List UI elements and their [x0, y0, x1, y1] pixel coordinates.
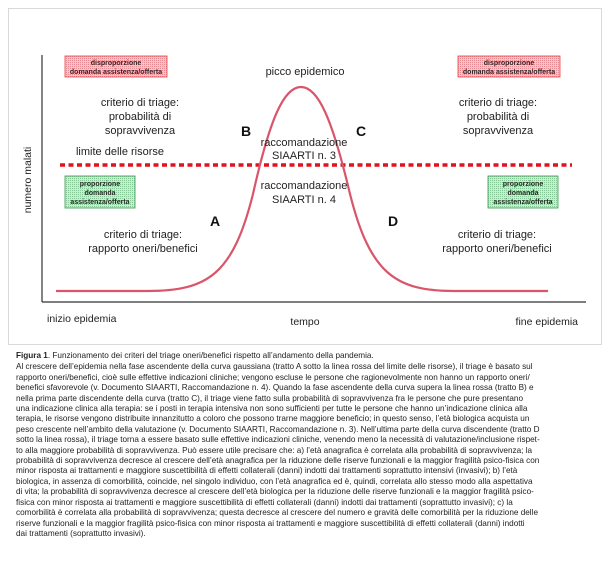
svg-text:domanda: domanda	[84, 190, 116, 197]
svg-text:domanda: domanda	[507, 190, 539, 197]
epidemic-triage-diagram	[8, 8, 602, 345]
x-axis-start-label: inizio epidemia	[47, 313, 117, 325]
caption-line: fisica con minor risposta ai trattamenti e maggiore suscettibilità di effetti collaterali (danni) indotti dai trattamenti (soprattutto invasivi); c) la	[16, 497, 513, 507]
svg-text:raccomandazione: raccomandazione	[260, 137, 348, 149]
box-proportion-right	[488, 176, 558, 208]
svg-text:sopravvivenza: sopravvivenza	[104, 125, 176, 137]
caption-line: comorbilità è correlata alla probabilità di sopravvivenza; questa decresce al crescere del numero e gravità delle comorbilità per la riduzione delle	[16, 508, 538, 518]
svg-text:rapporto oneri/benefici: rapporto oneri/benefici	[442, 243, 552, 255]
y-axis-label: numero malati	[22, 146, 34, 214]
segment-letter-d: D	[387, 213, 399, 229]
caption-line: biologica, in assenza di comorbilità, coincide, nel singolo individuo, con l’età anagrafica ed è, quindi, correlata allo stesso modo alla aspettativa	[16, 476, 533, 486]
svg-text:domanda assistenza/offerta: domanda assistenza/offerta	[462, 69, 556, 76]
svg-text:raccomandazione: raccomandazione	[260, 180, 348, 192]
svg-text:domanda assistenza/offerta: domanda assistenza/offerta	[69, 69, 163, 76]
caption-line: terapia, le risorse vengono distribuite innanzitutto a coloro che possono trarne maggiore beneficio; in questo senso, l’età biologica acquista un	[16, 414, 530, 424]
svg-text:SIAARTI n. 4: SIAARTI n. 4	[272, 194, 336, 206]
svg-text:proporzione: proporzione	[79, 181, 121, 188]
svg-text:criterio di triage:: criterio di triage:	[103, 229, 183, 241]
caption-line: to alla maggiore probabilità di sopravvivenza. Può essere utile precisare che: a) l’età anagrafica è correlata alla probabilità di sopravvivenza; la	[16, 445, 533, 455]
caption-line: nella prima parte discendente della curva (tratto C), il triage viene fatto sulla probabilità di sopravvivenza fra le persone che pure presentano	[16, 393, 523, 403]
svg-text:SIAARTI n. 3: SIAARTI n. 3	[272, 150, 336, 162]
caption-figure-number: Figura 1	[16, 351, 48, 360]
caption-line: minor risposta ai trattamenti e maggiore suscettibilità di effetti collaterali (danni) indotti dai trattamenti soprattutto intensivi (invasivi); b) l’età	[16, 466, 518, 476]
svg-text:disproporzione: disproporzione	[90, 60, 142, 67]
svg-text:rapporto oneri/benefici: rapporto oneri/benefici	[88, 243, 198, 255]
svg-text:disproporzione: disproporzione	[483, 60, 535, 67]
recommendation-3	[261, 137, 348, 162]
triage-survival-left	[101, 97, 179, 137]
caption-figure-title: . Funzionamento dei criteri del triage oneri/benefici rispetto all’andamento della pandemia.	[47, 351, 374, 360]
x-axis-end-label: fine epidemia	[515, 316, 578, 328]
caption-line: rapporto oneri/benefici, cioè sulle effettive indicazioni cliniche; vengono escluse le persone che ragionevolmente non hanno un rapporto oneri/	[16, 372, 530, 382]
caption-line: probabilità di sopravvivenza decresce al crescere dell’età anagrafica per la riduzione delle riserve funzionali e la maggior fragilità psico-fisica con	[16, 456, 540, 466]
recommendation-4	[261, 180, 348, 206]
svg-text:assistenza/offerta: assistenza/offerta	[493, 199, 553, 206]
caption-line: benefici sfavorevole (v. Documento SIAARTI, Raccomandazione n. 4). Quando la fase ascendente della curva supera la linea rossa (tratto B) e	[16, 383, 534, 393]
peak-label: picco epidemico	[265, 66, 345, 78]
segment-letter-a: A	[209, 213, 221, 229]
caption-line: una indicazione clinica alla terapia: se i posti in terapia intensiva non sono sufficienti per tutte le persone che hanno un’indicazione clinica alla	[16, 404, 528, 414]
caption-title	[16, 351, 600, 361]
segment-letter-b: B	[240, 123, 252, 139]
svg-text:criterio di triage:: criterio di triage:	[100, 97, 180, 109]
box-proportion-left	[65, 176, 135, 208]
x-axis-label: tempo	[290, 316, 320, 328]
svg-text:probabilità di: probabilità di	[466, 111, 530, 123]
caption-line: peso crescente nell’ambito della valutazione (v. Documento SIAARTI, Raccomandazione n. 3). Nell’ultima parte della curva discendente (tratto D	[16, 424, 540, 434]
triage-cost-benefit-left	[88, 229, 197, 255]
caption-line: Al crescere dell’epidemia nella fase ascendente della curva gaussiana (tratto A sotto la linea rossa del limite delle risorse), il triage è basato sul	[16, 362, 533, 372]
triage-cost-benefit-right	[442, 229, 551, 255]
triage-survival-right	[459, 97, 537, 137]
caption-line: riserve funzionali e la maggior fragilità psico-fisica con minor risposta ai trattamenti e maggiore suscettibilità di effetti collaterali (danni) indotti	[16, 518, 525, 528]
box-disproportion-left	[65, 56, 167, 77]
svg-text:assistenza/offerta: assistenza/offerta	[70, 199, 130, 206]
box-disproportion-right	[458, 56, 560, 77]
svg-text:sopravvivenza: sopravvivenza	[462, 125, 534, 137]
figure-caption	[16, 351, 600, 539]
caption-line: di vita; la probabilità di sopravvivenza decresce al crescere dell’età biologica per la riduzione delle riserve funzionali e la maggior fragilità psico-	[16, 487, 534, 497]
caption-line: dai trattamenti (soprattutto invasivi).	[16, 528, 146, 538]
resource-limit-label: limite delle risorse	[75, 146, 165, 158]
caption-line: sotto la linea rossa), il triage torna a essere basato sulle effettive indicazioni cliniche, venendo meno la necessità di valutazione/inclusione rispet-	[16, 435, 540, 445]
svg-text:probabilità di: probabilità di	[108, 111, 172, 123]
segment-letter-c: C	[355, 123, 367, 139]
svg-text:proporzione: proporzione	[502, 181, 544, 188]
svg-text:criterio di triage:: criterio di triage:	[457, 229, 537, 241]
svg-text:criterio di triage:: criterio di triage:	[458, 97, 538, 109]
